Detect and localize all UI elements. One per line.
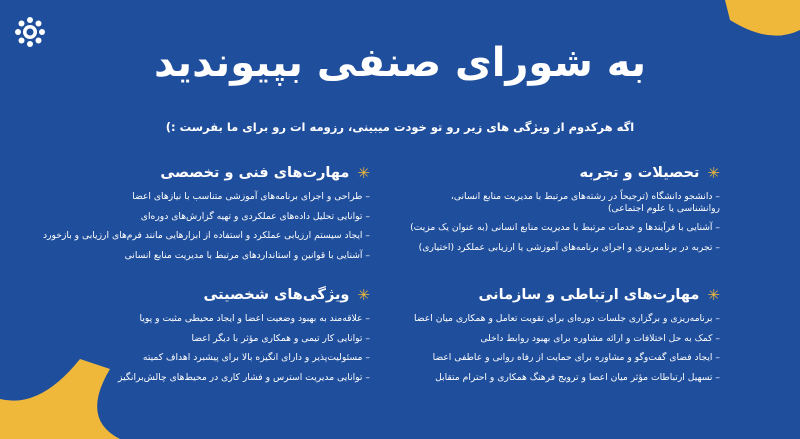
list-item: – مسئولیت‌پذیر و دارای انگیزه بالا برای پیشبرد اهداف کمیته	[142, 352, 370, 363]
section-technical-skills	[43, 163, 370, 269]
sparkle-icon: ✳	[707, 285, 720, 304]
section-title: مهارت‌های ارتباطی و سازمانی	[478, 287, 700, 303]
list-item: – علاقه‌مند به بهبود وضعیت اعضا و ایجاد محیطی مثبت و پویا	[139, 313, 370, 324]
section-heading	[70, 287, 370, 303]
bullet-list	[400, 313, 720, 383]
page-title: به شورای صنفی بپیوندید	[153, 40, 647, 86]
list-item: – تجربه در برنامه‌ریزی و اجرای برنامه‌های آموزشی یا ارزیابی عملکرد (اختیاری)	[418, 241, 720, 253]
section-education	[400, 165, 720, 261]
list-item: – برنامه‌ریزی و برگزاری جلسات دوره‌ای برای تقویت تعامل و همکاری میان اعضا	[413, 313, 720, 324]
list-item: – ایجاد فضای گفت‌وگو و مشاوره برای حمایت از رفاه روانی و عاطفی اعضا	[432, 352, 720, 363]
sparkle-icon: ✳	[357, 163, 370, 182]
page-subtitle: اگه هرکدوم از ویژگی های زیر رو تو خودت میبینی، رزومه ات رو برای ما بفرست :)	[165, 120, 635, 134]
section-title: مهارت‌های فنی و تخصصی	[160, 165, 350, 181]
sparkle-icon: ✳	[357, 285, 370, 304]
list-item: – آشنایی با فرآیندها و خدمات مرتبط با مدیریت منابع انسانی (به عنوان یک مزیت)	[410, 222, 720, 233]
list-item: – ایجاد سیستم ارزیابی عملکرد و استفاده از ابزارهایی مانند فرم‌های ارزیابی و بازخورد	[43, 230, 370, 241]
section-title: ویژگی‌های شخصیتی	[203, 287, 350, 303]
list-item: – دانشجو دانشگاه (ترجیحاً در رشته‌های مرتبط با مدیریت منابع انسانی، روانشناسی یا علوم اجتماعی)	[450, 191, 720, 214]
section-title: تحصیلات و تجربه	[579, 165, 700, 181]
bullet-list	[43, 191, 370, 261]
bullet-list	[70, 313, 370, 383]
list-item: – تسهیل ارتباطات مؤثر میان اعضا و ترویج فرهنگ همکاری و احترام متقابل	[435, 371, 720, 383]
section-communication-skills	[400, 287, 720, 391]
list-item: – طراحی و اجرای برنامه‌های آموزشی متناسب با نیازهای اعضا	[132, 191, 370, 202]
list-item: – توانایی تحلیل داده‌های عملکردی و تهیه گزارش‌های دوره‌ای	[140, 210, 370, 222]
section-heading	[400, 287, 720, 303]
section-personality-traits	[70, 287, 370, 391]
list-item: – آشنایی با قوانین و استانداردهای مرتبط با مدیریت منابع انسانی	[124, 249, 370, 261]
list-item: – توانایی مدیریت استرس و فشار کاری در محیط‌های چالش‌برانگیز	[118, 371, 370, 383]
list-item: – توانایی کار تیمی و همکاری مؤثر با دیگر اعضا	[191, 332, 370, 344]
bullet-list	[400, 191, 720, 253]
list-item: – کمک به حل اختلافات و ارائه مشاوره برای بهبود روابط داخلی	[480, 332, 720, 344]
sparkle-icon: ✳	[707, 163, 720, 182]
section-heading	[400, 165, 720, 181]
section-heading	[70, 165, 370, 181]
